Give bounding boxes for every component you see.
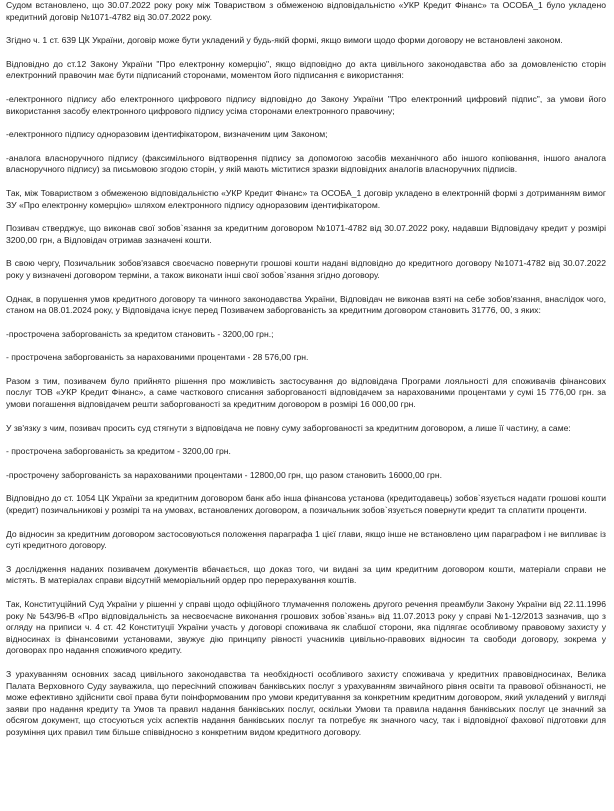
paragraph-10: Однак, в порушення умов кредитного договору та чинного законодавства України, Відповідач не виконав взяті на себе зобов'язання, внаслідок чого, станом на 08.01.2024 року, у Відповідача існує перед Позивачем заборгованість за кредитним договором становить 31776, 00, з яких: [6,293,606,316]
paragraph-7: Так, між Товариством з обмеженою відповідальністю «УКР Кредит Фінанс» та ОСОБА_1 договір укладено в електронній формі з дотриманням вимог ЗУ «Про електронну комерцію» шляхом електронного підпису одноразовим ідентифікатором. [6,187,606,210]
paragraph-4: -електронного підпису або електронного цифрового підпису відповідно до Закону України "Про електронний цифровий підпис", за умови його використання засобу електронного цифрового підпису усіма сторонами електронного правочину; [6,93,606,116]
document-body [6,0,606,751]
paragraph-12: - прострочена заборгованість за нарахованими процентами - 28 576,00 грн. [6,352,309,363]
paragraph-9: В свою чергу, Позичальник зобов'язався своєчасно повернути грошові кошти надані відповідно до кредитного договору №1071-4782 від 30.07.2022 року у визначені договором терміни, а також виконати інші свої зобов`язання згідно договору. [6,258,606,280]
paragraph-2: Згідно ч. 1 ст. 639 ЦК України, договір може бути укладений у будь-якій формі, якщо вимоги щодо форми договору не встановлені законом. [6,35,563,46]
paragraph-5: -електронного підпису одноразовим ідентифікатором, визначеним цим Законом; [6,129,328,140]
paragraph-1: Судом встановлено, що 30.07.2022 року року між Товариством з обмеженою відповідальністю «УКР Кредит Фінанс» та ОСОБА_1 було укладено кредитний договір №1071-4782 від 30.07.2022 року. [6,0,606,22]
paragraph-16: -прострочену заборгованість за нарахованими процентами - 12800,00 грн, що разом становить 16000,00 грн. [6,469,442,480]
paragraph-18: До відносин за кредитним договором застосовуються положення параграфа 1 цієї глави, якщо інше не встановлено цим параграфом і не випливає із суті кредитного договору. [6,528,606,551]
paragraph-19: З дослідження наданих позивачем документів вбачається, що доказ того, чи видані за цим кредитним договором кошти, матеріали справи не містять. В матеріалах справи відсутній меморіальний ордер про перерахування коштів. [6,563,606,586]
paragraph-15: - прострочена заборгованість за кредитом - 3200,00 грн. [6,446,231,457]
paragraph-8: Позивач стверджує, що виконав свої зобов`язання за кредитним договором №1071-4782 від 30.07.2022 року, надавши Відповідачу кредит у розмірі 3200,00 грн, а Відповідач отримав зазначені кошти. [6,223,606,245]
paragraph-20: Так, Конституційний Суд України у рішенні у справі щодо офіційного тлумачення положень другого речення преамбули Закону України від 22.11.1996 року № 543/96-В «Про відповідальність за несвоєчасне виконання грошових зобов`язань» від 11.07.2013 року у справі №1-12/2013 зазначив, що з огляду на приписи ч. 4 ст. 42 Конституції України участь у договорі споживача як слабшої сторони, яка підлягає особливому правовому захисту у відносинах із фінансовими установами, звужує дію принципу рівності учасників цивільно-правових відносин та свободи договору, зокрема у договорах про надання споживчого кредиту. [6,599,606,656]
paragraph-11: -прострочена заборгованість за кредитом становить - 3200,00 грн.; [6,328,274,339]
paragraph-17: Відповідно до ст. 1054 ЦК України за кредитним договором банк або інша фінансова установа (кредитодавець) зобов`язується надати грошові кошти (кредит) позичальникові у розмірі та на умовах, встановлених договором, а позичальник зобов`язується повернути кредит та сплатити проценти. [6,493,606,516]
paragraph-6: -аналога власноручного підпису (факсимільного відтворення підпису за допомогою засобів механічного або іншого копіювання, іншого аналога власноручного підпису) за письмовою згодою сторін, у якій мають міститися зразки відповідних аналогів власноручних підписів. [6,152,606,175]
paragraph-13: Разом з тим, позивачем було прийнято рішення про можливість застосування до відповідача Програми лояльності для споживачів фінансових послуг ТОВ «УКР Кредит Фінанс», а саме часткового списання заборгованості відповідачем за нарахованими процентами у сумі 15 776,00 грн. за умови погашення відповідачем решти заборгованості за кредитним договором в розмірі 16 000,00 грн. [6,375,606,410]
paragraph-14: У зв'язку з чим, позивач просить суд стягнути з відповідача не повну суму заборгованості за кредитним договором, а лише її частину, а саме: [6,422,571,433]
paragraph-3: Відповідно до ст.12 Закону України "Про електронну комерцію", якщо відповідно до акта цивільного законодавства або за домовленістю сторін електронний правочин має бути підписаний сторонами, моментом його підписання є використання: [6,58,606,81]
paragraph-21: З урахуванням основних засад цивільного законодавства та необхідності особливого захисту споживача у кредитних правовідносинах, Велика Палата Верховного Суду зауважила, що пересічний споживач банківських послуг з урахуванням звичайного рівня освіти та правової обізнаності, не може ефективно здійснити свої права бути поінформованим про умови кредитування за конкретним кредитним договором, який укладений у вигляді заяви про надання кредиту та Умов та правил надання банківських послуг, оскільки Умови та правила надання банківських послуг це значний за обсягом документ, що стосуються усіх аспектів надання банківських послуг та потребує як значного часу, так і відповідної фахової підготовки для розуміння цих правил тим більше співвідносно з конкретним видом кредитного договору. [6,668,606,737]
